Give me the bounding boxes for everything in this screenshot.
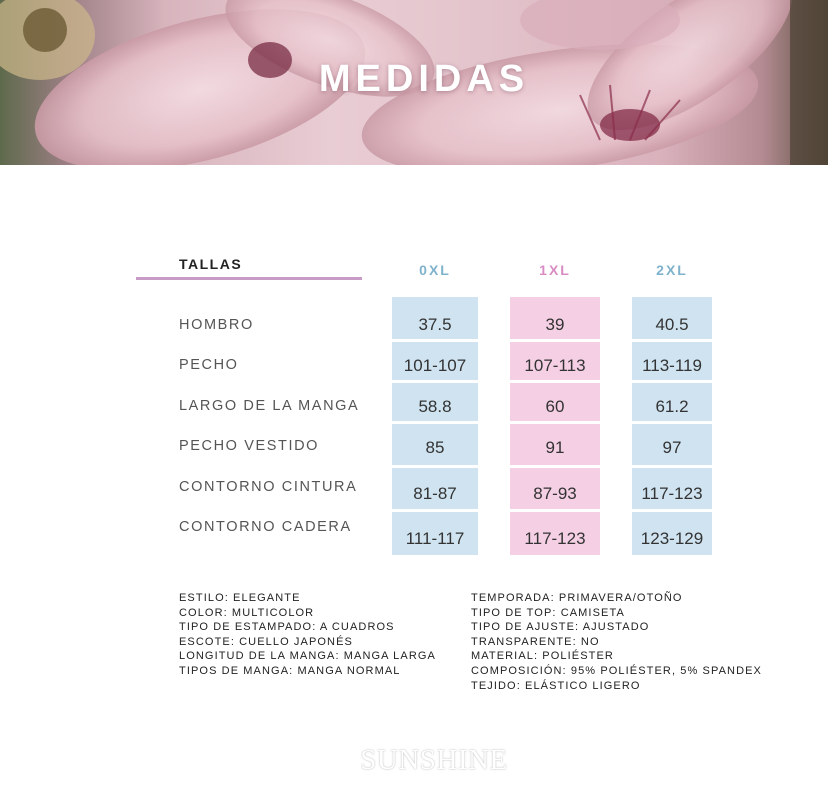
value-contorno-cintura-2xl: 117-123 bbox=[641, 484, 703, 503]
tallas-header: TALLAS bbox=[179, 256, 243, 272]
flower-banner bbox=[0, 0, 828, 165]
value-largo-manga-0xl: 58.8 bbox=[418, 397, 452, 416]
row-label-pecho-vestido: PECHO VESTIDO bbox=[179, 438, 320, 454]
value-pecho-vestido-0xl: 85 bbox=[425, 438, 445, 457]
tallas-underline bbox=[136, 277, 362, 280]
specs-right bbox=[471, 591, 762, 693]
value-contorno-cintura-1xl: 87-93 bbox=[533, 484, 577, 503]
value-contorno-cadera-0xl: 111-117 bbox=[405, 529, 465, 548]
spec-tejido: TEJIDO: ELÁSTICO LIGERO bbox=[471, 679, 641, 692]
size-header-2xl: 2XL bbox=[656, 262, 688, 278]
spec-tipo-top: TIPO DE TOP: CAMISETA bbox=[471, 606, 625, 619]
spec-tipos-manga: TIPOS DE MANGA: MANGA NORMAL bbox=[179, 664, 401, 677]
row-label-hombro: HOMBRO bbox=[179, 317, 254, 333]
value-pecho-vestido-2xl: 97 bbox=[662, 438, 682, 457]
specs-left bbox=[179, 591, 436, 679]
spec-temporada: TEMPORADA: PRIMAVERA/OTOÑO bbox=[471, 592, 683, 604]
page-title: MEDIDAS bbox=[318, 58, 530, 100]
spec-material: MATERIAL: POLIÉSTER bbox=[471, 650, 614, 663]
row-label-contorno-cintura: CONTORNO CINTURA bbox=[179, 479, 358, 495]
value-contorno-cadera-1xl: 117-123 bbox=[524, 529, 586, 548]
spec-tipo-estampado: TIPO DE ESTAMPADO: A CUADROS bbox=[179, 621, 395, 634]
size-header-0xl: 0XL bbox=[419, 262, 451, 278]
spec-estilo: ESTILO: ELEGANTE bbox=[179, 592, 301, 604]
value-hombro-0xl: 37.5 bbox=[418, 315, 452, 334]
spec-tipo-ajuste: TIPO DE AJUSTE: AJUSTADO bbox=[471, 621, 650, 634]
spec-transparente: TRANSPARENTE: NO bbox=[471, 635, 600, 648]
value-pecho-1xl: 107-113 bbox=[524, 356, 586, 375]
column-0xl bbox=[392, 297, 478, 555]
value-contorno-cintura-0xl: 81-87 bbox=[413, 484, 457, 503]
spec-color: COLOR: MULTICOLOR bbox=[179, 606, 315, 619]
size-header-1xl: 1XL bbox=[539, 262, 571, 278]
column-2xl bbox=[632, 297, 712, 555]
value-largo-manga-1xl: 60 bbox=[545, 397, 565, 416]
column-1xl bbox=[510, 297, 600, 555]
value-pecho-0xl: 101-107 bbox=[403, 356, 467, 375]
sunshine-watermark: SUNSHINE bbox=[360, 744, 508, 776]
value-pecho-2xl: 113-119 bbox=[642, 356, 702, 375]
spec-longitud-manga: LONGITUD DE LA MANGA: MANGA LARGA bbox=[179, 650, 436, 663]
value-contorno-cadera-2xl: 123-129 bbox=[640, 529, 704, 548]
value-largo-manga-2xl: 61.2 bbox=[655, 397, 689, 416]
row-label-contorno-cadera: CONTORNO CADERA bbox=[179, 519, 352, 535]
value-hombro-2xl: 40.5 bbox=[655, 315, 689, 334]
row-label-pecho: PECHO bbox=[179, 357, 239, 373]
spec-composicion: COMPOSICIÓN: 95% POLIÉSTER, 5% SPANDEX bbox=[471, 664, 762, 677]
value-hombro-1xl: 39 bbox=[545, 315, 565, 334]
value-pecho-vestido-1xl: 91 bbox=[545, 438, 565, 457]
row-label-largo-manga: LARGO DE LA MANGA bbox=[179, 398, 360, 414]
spec-escote: ESCOTE: CUELLO JAPONÉS bbox=[179, 635, 353, 648]
